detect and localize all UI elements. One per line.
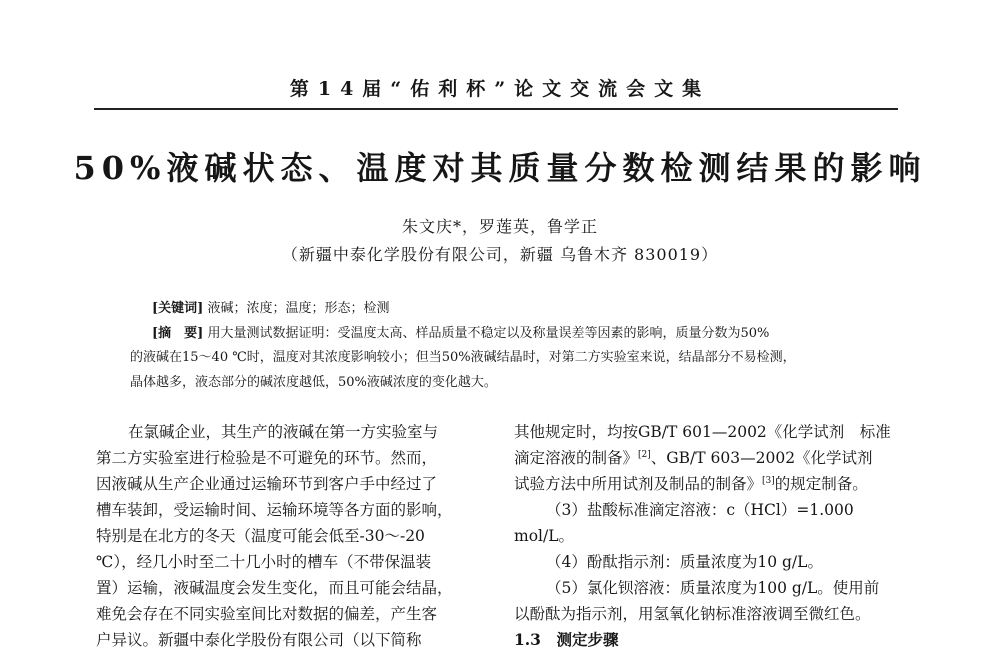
citation-ref: [2] bbox=[638, 449, 651, 460]
left-paragraph-line: 难免会存在不同实验室间比对数据的偏差，产生客 bbox=[96, 605, 438, 623]
left-paragraph-line: 因液碱从生产企业通过运输环节到客户手中经过了 bbox=[96, 475, 438, 493]
left-paragraph-line: 槽车装卸，受运输时间、运输环境等各方面的影响， bbox=[96, 501, 453, 519]
right-text: 试验方法中所用试剂及制品的制备》 bbox=[514, 475, 763, 493]
right-text: 、GB/T 603—2002《化学试剂 bbox=[650, 449, 873, 467]
right-paragraph-line: （4）酚酞指示剂：质量浓度为10 g/L。 bbox=[546, 553, 823, 571]
right-text: 的规定制备。 bbox=[774, 475, 868, 493]
right-paragraph-line: 其他规定时，均按GB/T 601—2002《化学试剂 标准 bbox=[514, 423, 891, 441]
right-paragraph-line: 以酚酞为指示剂，用氢氧化钠标准溶液调至微红色。 bbox=[514, 605, 871, 623]
abstract-line-1 bbox=[152, 322, 769, 341]
keywords-label: [关键词] bbox=[152, 301, 204, 316]
right-text: 滴定溶液的制备》 bbox=[514, 449, 639, 467]
keywords-text: 液碱；浓度；温度；形态；检测 bbox=[207, 301, 390, 316]
left-paragraph-line: 第二方实验室进行检验是不可避免的环节。然而， bbox=[96, 449, 438, 467]
paper-affiliation: （新疆中泰化学股份有限公司，新疆 乌鲁木齐 830019） bbox=[281, 245, 719, 264]
running-header: 第14届“佑利杯”论文交流会文集 bbox=[289, 78, 711, 100]
left-paragraph-line: ℃），经几小时至二十几小时的槽车（不带保温装 bbox=[96, 553, 432, 571]
abstract-line-2: 的液碱在15～40 ℃时，温度对其浓度影响较小；但当50%液碱结晶时，对第二方实验室来说，结晶部分不易检测， bbox=[130, 350, 796, 365]
citation-ref: [3] bbox=[762, 475, 775, 486]
left-paragraph-line: 户异议。新疆中泰化学股份有限公司（以下简称 bbox=[96, 631, 422, 649]
right-paragraph-line bbox=[514, 472, 868, 494]
left-paragraph-line: 在氯碱企业，其生产的液碱在第一方实验室与 bbox=[128, 423, 439, 441]
header-rule bbox=[94, 108, 898, 110]
left-paragraph-line: 特别是在北方的冬天（温度可能会低至-30～-20 bbox=[96, 527, 425, 545]
abstract-text-1: 用大量测试数据证明：受温度太高、样品质量不稳定以及称量误差等因素的影响，质量分数为50% bbox=[207, 326, 770, 341]
keywords bbox=[152, 297, 389, 316]
abstract-label: [摘 要] bbox=[152, 326, 204, 341]
right-paragraph-line bbox=[514, 446, 873, 468]
paper-authors: 朱文庆*，罗莲英，鲁学正 bbox=[401, 217, 598, 236]
right-paragraph-line: （5）氯化钡溶液：质量浓度为100 g/L。使用前 bbox=[546, 579, 880, 597]
left-paragraph-line: 置）运输，液碱温度会发生变化，而且可能会结晶， bbox=[96, 579, 453, 597]
right-paragraph-line: mol/L。 bbox=[514, 527, 575, 545]
paper-title: 50%液碱状态、温度对其质量分数检测结果的影响 bbox=[73, 149, 927, 187]
section-heading: 1.3 测定步骤 bbox=[514, 630, 619, 649]
right-paragraph-line: （3）盐酸标准滴定溶液：c（HCl）=1.000 bbox=[546, 501, 854, 519]
abstract-line-3: 晶体越多，液态部分的碱浓度越低，50%液碱浓度的变化越大。 bbox=[130, 375, 497, 390]
